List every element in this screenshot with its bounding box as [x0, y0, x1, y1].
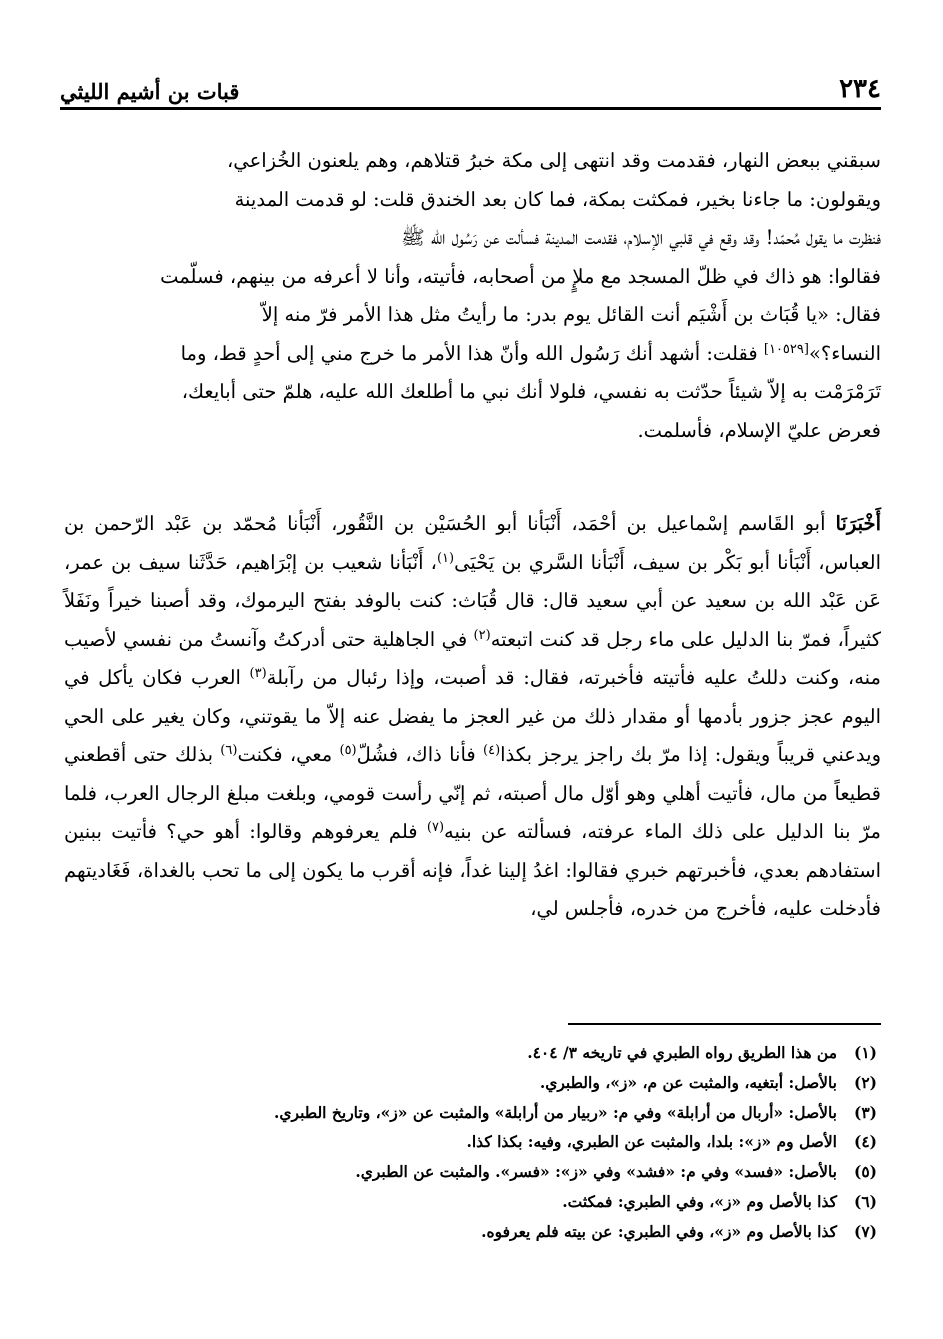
text-run: العرب فكان يأكل في اليوم عجز جزور بأدمها أو مقدار ذلك من غير العجز ما يفضل عنه إلاّ ما يقوتني، وكان يغير على الحي ويدعني قريباً ويقول: إذا مرّ بك راجز يرجز بكذا	[64, 666, 882, 766]
footnote-number: (٧)	[853, 1221, 877, 1241]
footnote-2	[64, 1068, 877, 1098]
header-rule	[60, 107, 881, 110]
footnote-text: بالأصل: أبتغيه، والمثبت عن م، «ز»، والطبري.	[539, 1072, 837, 1092]
footnote-4	[64, 1127, 877, 1157]
paragraph-2	[64, 505, 881, 929]
footnotes	[64, 1038, 877, 1247]
footnote-3	[64, 1098, 877, 1128]
footnote-text: كذا بالأصل وم «ز»، وفي الطبري: عن بيته فلم يعرفوه.	[481, 1221, 837, 1241]
footnote-7	[64, 1217, 877, 1247]
footnote-6	[64, 1187, 877, 1217]
text-run: بذلك حتى أقطعني قطيعاً من مال، فأتيت أهلي وهو أوّل مال أصبته، ثم إنّي رأست قومي، وبلغت مبلغ الرجال العرب، فلما مرّ بنا الدليل على ذلك الماء عرفته، فسألته عن بنيه	[64, 743, 882, 843]
footnote-number: (٤)	[853, 1132, 877, 1152]
footnote-ref-3[interactable]: (٣)	[249, 666, 267, 681]
text-run: فقلت: أشهد أنك رَسُول الله وأنّ هذا الأمر ما خرج مني إلى أحدٍ قط، وما	[180, 341, 764, 365]
text-line	[64, 335, 881, 374]
footnote-ref-7[interactable]: (٧)	[426, 820, 445, 835]
footnote-ref-5[interactable]: (٥)	[339, 743, 357, 758]
text-run: ، أَنْبَأنا شعيب بن إبْرَاهيم، حَدَّثَنا سيف بن عمر، عَن عَبْد الله بن سعيد عن أبي سعيد قال: قال قُبَاث: كنت بالوفد بفتح اليرموك، وقد أصبنا خيراً ونَفَلاً كثيراً، فمرّ بنا الدليل على ماء رجل قد كنت اتبعته	[64, 550, 881, 651]
text-line: فقالوا: هو ذاك في ظلّ المسجد مع ملإٍ من أصحابه، فأتيته، وأنا لا أعرفه من بينهم، فسلّمت	[160, 264, 881, 288]
footnote-separator	[568, 1023, 881, 1025]
text-run: فأنا ذاك، فشُلّ	[356, 743, 483, 766]
footnote-text: كذا بالأصل وم «ز»، وفي الطبري: فمكثت.	[562, 1191, 837, 1211]
text-line: فعرض عليّ الإسلام، فأسلمت.	[637, 418, 881, 442]
page-number: ٢٣٤	[839, 74, 881, 104]
text-run: أبو القَاسم إسْماعيل بن أحْمَد، أَنْبَأنا أبو الحُسَيْن بن النَّقُور، أَنْبَأنا مُحمّد بن عَبْد الرّحمن بن العباس، أَنْبَأنا أبو بَكْر بن سيف، أَنْبَأنا السَّري بن يَحْيَى	[64, 512, 881, 574]
footnote-number: (٢)	[853, 1072, 877, 1092]
text-line: ويقولون: ما جاءنا بخير، فمكثت بمكة، فما كان بعد الخندق قلت: لو قدمت المدينة	[234, 187, 881, 211]
footnote-text: من هذا الطريق رواه الطبري في تاريخه ٣/ ٤٠٤.	[527, 1043, 837, 1062]
running-head	[60, 58, 881, 104]
footnote-ref-2[interactable]: (٢)	[473, 627, 491, 643]
footnote-ref-1[interactable]: (١)	[436, 550, 455, 566]
footnote-1	[64, 1038, 877, 1068]
text-line: تَرَمْرَمْت به إلاّ شيئاً حدّثت به نفسي، فلولا أنك نبي ما أطلعك الله عليه، هلمّ حتى أبايعك،	[181, 380, 881, 403]
footnote-text: بالأصل: «فسد» وفي م: «فشد» وفي «ز»: «فسر». والمثبت عن الطبري.	[355, 1162, 837, 1182]
text-run: في الجاهلية حتى أدركتُ وآنستُ من نفسي لأصيب منه، وكنت دللتُ عليه فأتيته فأخبرته، فقال: قد أصبت، وإذا رئبال من رآبلة	[64, 627, 882, 689]
running-title: قبات بن أشيم الليثي	[60, 79, 240, 104]
text-line: سبقني ببعض النهار، فقدمت وقد انتهى إلى مكة خبرُ قتلاهم، وهم يلعنون الخُزاعي،	[227, 149, 881, 172]
footnote-number: (٦)	[853, 1191, 877, 1211]
footnote-number: (٥)	[853, 1162, 877, 1182]
footnote-ref-4[interactable]: (٤)	[483, 743, 501, 758]
text-line: فقال: «يا قُبَاث بن أَشْيَم أنت القائل يوم بدر: ما رأيتُ مثل هذا الأمر فرّ منه إلاّ	[261, 303, 881, 326]
text-run: فلم يعرفوهم وقالوا: أهو حي؟ فأتيت ببنين استفادهم بعدي، فأخبرتهم خبري فقالوا: اغدُ إلينا غداً، فإنه أقرب ما يكون إلى ما تحب بالغداة، فَغَاديتهم فأدخلت عليه، فأخرج من خدره، فأجلس لي،	[64, 820, 881, 920]
footnote-ref-6[interactable]: (٦)	[220, 743, 238, 758]
text-line: فنظرت ما يقول مُحمّد! وقد وقع في قلبي الإسلام، فقدمت المدينة فسألت عن رَسُول الله ﷺ	[401, 226, 881, 249]
footnote-number: (١)	[853, 1043, 877, 1062]
paragraph-1	[64, 142, 881, 450]
hadith-number: [١٠٥٢٩]	[763, 341, 809, 357]
footnote-number: (٣)	[853, 1102, 877, 1122]
paragraph-lead-word: أَخْبَرَنَا	[835, 512, 881, 535]
footnote-text: الأصل وم «ز»: بلدا، والمثبت عن الطبري، وفيه: بكذا كذا.	[466, 1132, 837, 1152]
text-run: معي، فكنت	[237, 743, 340, 766]
footnote-5	[64, 1157, 877, 1187]
text-run: النساء؟»	[808, 341, 881, 365]
footnote-text: بالأصل: «أربال من أرابلة» وفي م: «ربيار من أرابلة» والمثبت عن «ز»، وتاريخ الطبري.	[273, 1102, 837, 1122]
